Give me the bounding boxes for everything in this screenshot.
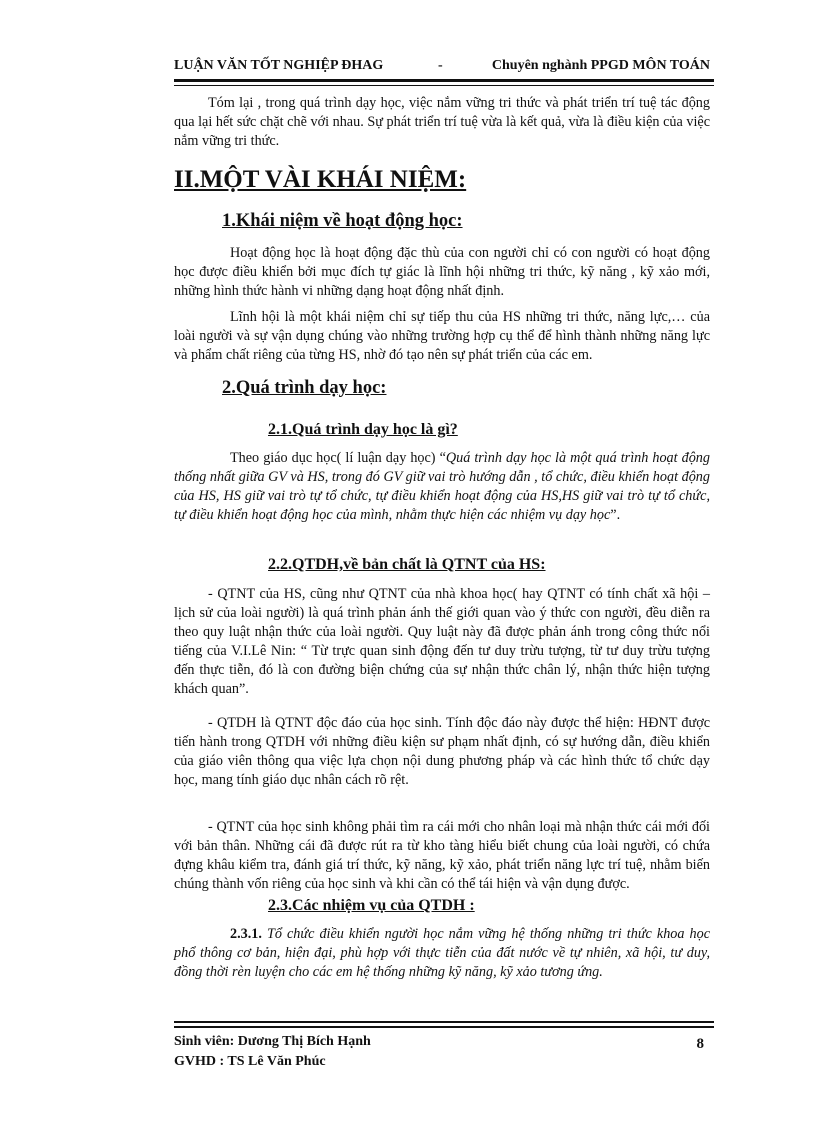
subsection-2-2-p2-block [174, 714, 710, 790]
definition-lead: Theo giáo dục học( lí luận dạy học) “ [230, 450, 446, 466]
header-major: Chuyên nghành PPGD MÔN TOÁN [491, 58, 710, 73]
header-rule-thin [174, 85, 714, 86]
header-rule-thick [174, 79, 714, 82]
section-title: II.MỘT VÀI KHÁI NIỆM: [174, 166, 467, 193]
subsection-2-1-title: 2.1.Quá trình dạy học là gì? [268, 421, 458, 438]
subsection-1-p1-block [174, 244, 710, 301]
subsection-2-2-paragraph-3: - QTNT của học sinh không phải tìm ra cái mới cho nhân loại mà nhận thức cái mới đối với bản thân. Những cái đã được rút ra từ kho tàng hiểu biết chung của loài người, có chứa đựng khâu kiểm tra, đánh giá trí thức, kỹ năng, kỹ xảo, phát triển năng lực trí tuệ, nhằm biến chúng thành vốn riêng của học sinh và khi cần có thể tái hiện và vận dụng được. [174, 819, 710, 892]
subsection-2-3-1-block [174, 925, 710, 982]
footer-rule-top [174, 1021, 714, 1023]
subsection-2-1-paragraph [174, 449, 710, 525]
header-separator: - [438, 58, 443, 73]
intro-paragraph: Tóm lại , trong quá trình dạy học, việc nắm vững tri thức và phát triển trí tuệ tác động qua lại hết sức chặt chẽ với nhau. Sự phát triển trí tuệ vừa là kết quả, vừa là điều kiện của việc nắm vững tri thức. [174, 95, 710, 149]
item-number: 2.3.1. [230, 926, 262, 942]
footer-advisor: GVHD : TS Lê Văn Phúc [174, 1054, 326, 1069]
subsection-1-p2-block [174, 308, 710, 365]
subsection-1-title: 1.Khái niệm về hoạt động học: [222, 211, 463, 231]
footer-rule-bottom [174, 1026, 714, 1028]
subsection-2-2-paragraph-1: - QTNT của HS, cũng như QTNT của nhà khoa học( hay QTNT có tính chất xã hội – lịch sử của loài người) là quá trình phản ánh thế giới quan vào ý thức con người, đều diễn ra theo quy luật nhận thức của loài người. Quy luật này đã được phản ánh trong công thức nổi tiếng của V.I.Lê Nin: “ Từ trực quan sinh động đến tư duy trừu tượng, từ tư duy trừu tượng đến thực tiễn, đó là con đường biện chứng của sự nhận thức chân lý, nhận thức hiện tượng khách quan”. [174, 586, 710, 697]
subsection-2-2-paragraph-2: - QTDH là QTNT độc đáo của học sinh. Tính độc đáo này được thể hiện: HĐNT được tiến hành trong QTDH với những điều kiện sư phạm nhất định, có sự hướng dẫn, điều khiển của giáo viên thông qua việc lựa chọn nội dung phương pháp và các hình thức tổ chức dạy học, mang tính giáo dục nhân cách rõ rệt. [174, 715, 710, 788]
footer-student: Sinh viên: Dương Thị Bích Hạnh [174, 1034, 371, 1049]
definition-quote: Quá trình dạy học là một quá trình hoạt động thống nhất giữa GV và HS, trong đó GV giữ vai trò hướng dẫn , tổ chức, điều khiển hoạt động của HS, HS giữ vai trò tự tổ chức, tự điều khiển hoạt động của HS,HS giữ vai trò tự tổ chức, tự điều khiển hoạt động học của mình, nhằm thực hiện các nhiệm vụ dạy học [174, 450, 710, 523]
subsection-2-3-1-paragraph [174, 925, 710, 982]
page-footer [174, 1032, 714, 1072]
item-text: Tổ chức điều khiển người học nắm vững hệ thống những tri thức khoa học phổ thông cơ bản, hiện đại, phù hợp với thực tiễn của đất nước về tự nhiên, xã hội, tư duy, đồng thời rèn luyện cho các em hệ thống những kỹ năng, kỹ xảo tương ứng. [174, 926, 710, 980]
subsection-2-title: 2.Quá trình dạy học: [222, 378, 387, 398]
subsection-1-paragraph-2: Lĩnh hội là một khái niệm chỉ sự tiếp thu của HS những tri thức, năng lực,… của loài người và sự vận dụng chúng vào những trường hợp cụ thể để hình thành những năng lực và phẩm chất riêng của từng HS, nhờ đó tạo nên sự phát triển của các em. [174, 309, 710, 363]
intro-block [174, 94, 710, 151]
subsection-2-3-title: 2.3.Các nhiệm vụ của QTDH : [268, 897, 475, 914]
subsection-2-2-p3-block [174, 818, 710, 894]
subsection-2-2-p1-block [174, 585, 710, 699]
page-number: 8 [696, 1036, 704, 1052]
subsection-1-paragraph-1: Hoạt động học là hoạt động đặc thù của con người chỉ có con người có hoạt động học được điều khiển bởi mục đích tự giác là lĩnh hội những tri thức, kỹ năng , kỹ xảo mới, những hình thức hành vi những dạng hoạt động nhất định. [174, 245, 710, 299]
header-thesis-title: LUẬN VĂN TỐT NGHIỆP ĐHAG [174, 58, 384, 73]
definition-end: ”. [610, 507, 621, 523]
subsection-2-1-block [174, 449, 710, 525]
subsection-2-2-title: 2.2.QTDH,về bản chất là QTNT của HS: [268, 556, 546, 573]
page-header [174, 58, 714, 78]
